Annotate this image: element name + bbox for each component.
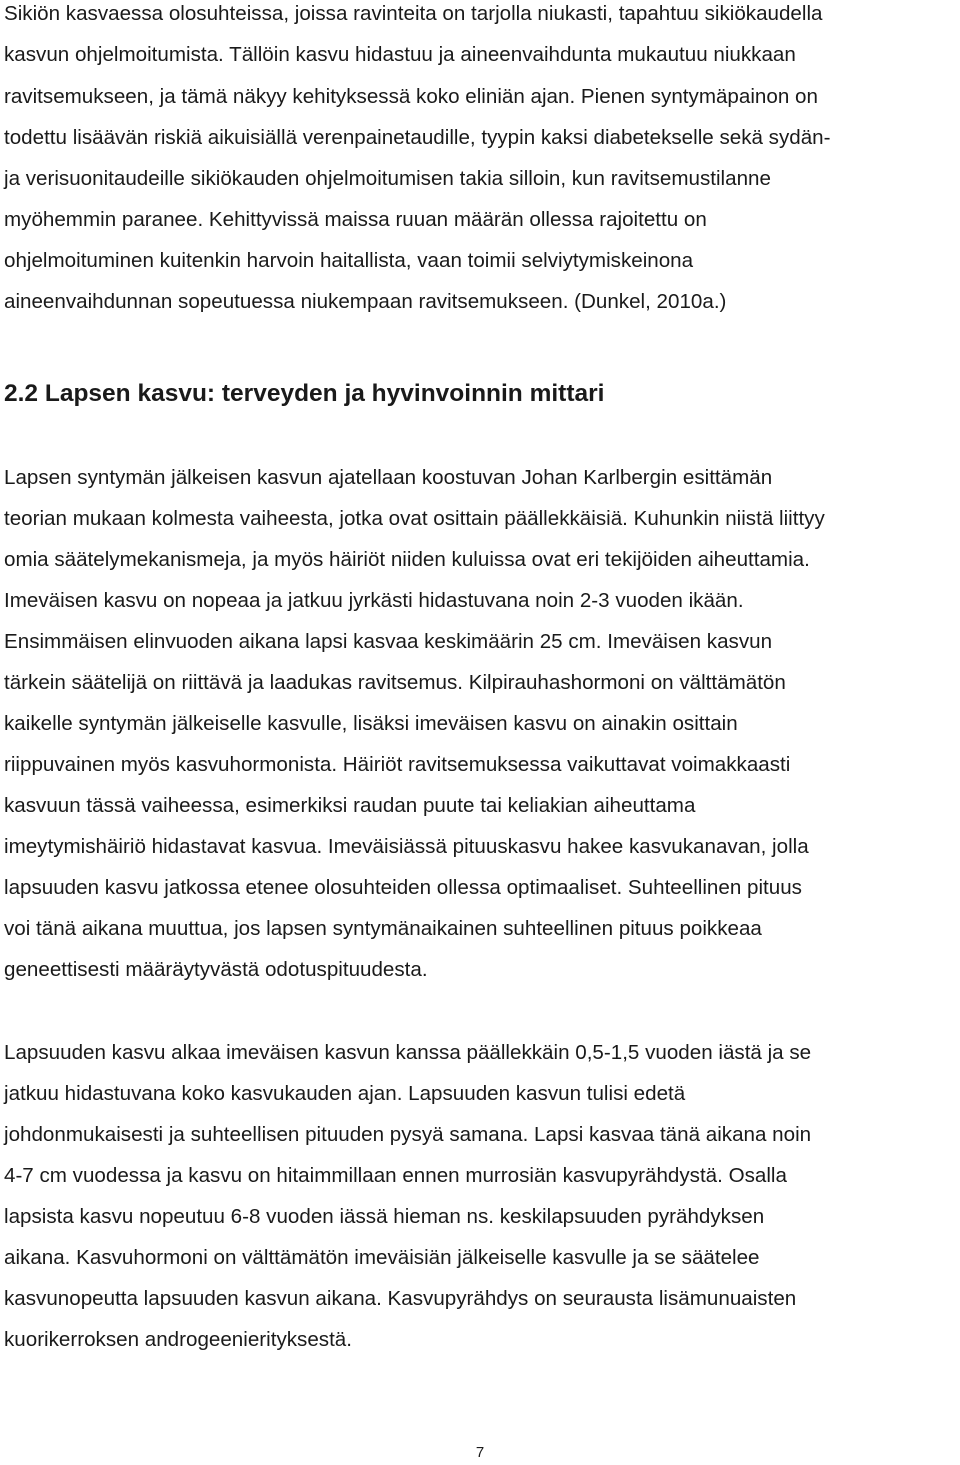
paragraph-line: kasvuun tässä vaiheessa, esimerkiksi raudan puute tai keliakian aiheuttama: [4, 794, 696, 817]
paragraph-line: aineenvaihdunnan sopeutuessa niukempaan ravitsemukseen. (Dunkel, 2010a.): [4, 290, 727, 313]
section-heading: 2.2 Lapsen kasvu: terveyden ja hyvinvoinnin mittari: [4, 380, 605, 407]
paragraph-line: geneettisesti määräytyvästä odotuspituudesta.: [4, 958, 428, 981]
paragraph-line: teorian mukaan kolmesta vaiheesta, jotka ovat osittain päällekkäisiä. Kuhunkin niistä liittyy: [4, 507, 825, 530]
paragraph-line: kaikelle syntymän jälkeiselle kasvulle, lisäksi imeväisen kasvu on ainakin osittain: [4, 712, 738, 735]
paragraph-line: ohjelmoituminen kuitenkin harvoin haitallista, vaan toimii selviytymiskeinona: [4, 249, 694, 272]
paragraph-line: voi tänä aikana muuttua, jos lapsen syntymänaikainen suhteellinen pituus poikkeaa: [4, 917, 762, 940]
paragraph-line: riippuvainen myös kasvuhormonista. Häiriöt ravitsemuksessa vaikuttavat voimakkaasti: [4, 753, 791, 776]
paragraph-line: tärkein säätelijä on riittävä ja laadukas ravitsemus. Kilpirauhashormoni on välttämätön: [4, 671, 786, 694]
paragraph-line: kuorikerroksen androgeenierityksestä.: [4, 1328, 352, 1351]
paragraph-line: ja verisuonitaudeille sikiökauden ohjelmoitumisen takia silloin, kun ravitsemustilanne: [4, 167, 771, 190]
page-number: 7: [475, 1444, 485, 1461]
paragraph-line: kasvunopeutta lapsuuden kasvun aikana. Kasvupyrähdys on seurausta lisämunuaisten: [4, 1287, 797, 1310]
paragraph-line: todettu lisäävän riskiä aikuisiällä verenpainetaudille, tyypin kaksi diabetekselle sekä sydän-: [4, 126, 831, 149]
paragraph-line: lapsista kasvu nopeutuu 6-8 vuoden iässä hieman ns. keskilapsuuden pyrähdyksen: [4, 1205, 765, 1228]
paragraph-line: Lapsuuden kasvu alkaa imeväisen kasvun kanssa päällekkäin 0,5-1,5 vuoden iästä ja se: [4, 1041, 812, 1064]
paragraph-line: 4-7 cm vuodessa ja kasvu on hitaimmillaan ennen murrosiän kasvupyrähdystä. Osalla: [4, 1164, 787, 1187]
paragraph-line: myöhemmin paranee. Kehittyvissä maissa ruuan määrän ollessa rajoitettu on: [4, 208, 707, 231]
paragraph-line: kasvun ohjelmoitumista. Tällöin kasvu hidastuu ja aineenvaihdunta mukautuu niukkaan: [4, 43, 796, 66]
paragraph-line: imeytymishäiriö hidastavat kasvua. Imeväisiässä pituuskasvu hakee kasvukanavan, jolla: [4, 835, 809, 858]
paragraph-line: jatkuu hidastuvana koko kasvukauden ajan. Lapsuuden kasvun tulisi edetä: [4, 1082, 686, 1105]
paragraph-line: Ensimmäisen elinvuoden aikana lapsi kasvaa keskimäärin 25 cm. Imeväisen kasvun: [4, 630, 773, 653]
paragraph-line: Imeväisen kasvu on nopeaa ja jatkuu jyrkästi hidastuvana noin 2-3 vuoden ikään.: [4, 589, 744, 612]
paragraph-line: Lapsen syntymän jälkeisen kasvun ajatellaan koostuvan Johan Karlbergin esittämän: [4, 466, 773, 489]
paragraph-line: omia säätelymekanismeja, ja myös häiriöt niiden kuluissa ovat eri tekijöiden aiheuttamia.: [4, 548, 810, 571]
paragraph-line: ravitsemukseen, ja tämä näkyy kehityksessä koko eliniän ajan. Pienen syntymäpainon on: [4, 85, 818, 108]
paragraph-line: Sikiön kasvaessa olosuhteissa, joissa ravinteita on tarjolla niukasti, tapahtuu sikiökaudella: [4, 2, 823, 25]
paragraph-line: aikana. Kasvuhormoni on välttämätön imeväisiän jälkeiselle kasvulle ja se säätelee: [4, 1246, 760, 1269]
paragraph-line: lapsuuden kasvu jatkossa etenee olosuhteiden ollessa optimaaliset. Suhteellinen pituus: [4, 876, 802, 899]
paragraph-line: johdonmukaisesti ja suhteellisen pituuden pysyä samana. Lapsi kasvaa tänä aikana noin: [4, 1123, 812, 1146]
